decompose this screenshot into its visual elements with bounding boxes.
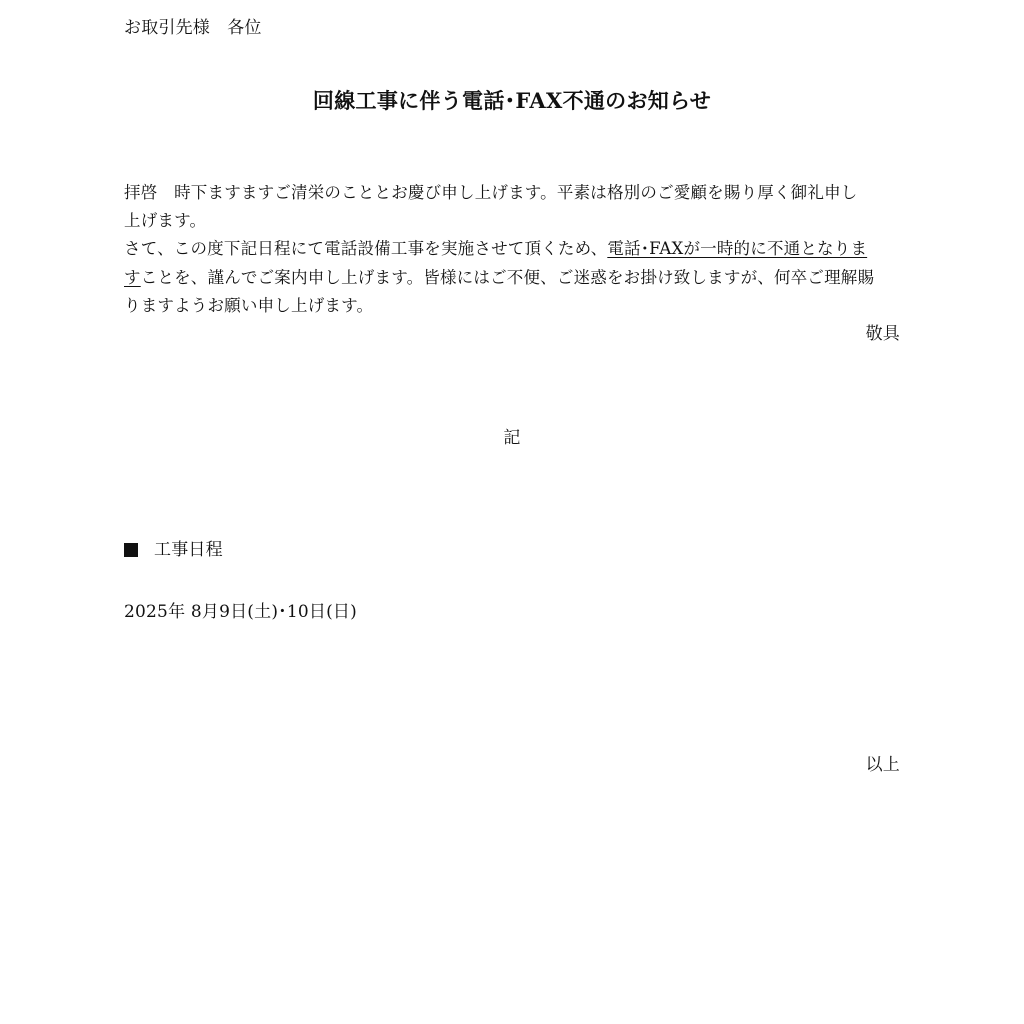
body-line-2: 上げます。 bbox=[124, 211, 207, 230]
section-heading-text: 工事日程 bbox=[154, 540, 223, 560]
body-line-1: 拝啓 時下ますますご清栄のこととお慶び申し上げます。平素は格別のご愛顧を賜り厚く御礼申し bbox=[124, 183, 858, 202]
body-line-4 bbox=[124, 268, 874, 288]
black-square-icon bbox=[124, 543, 138, 557]
body-line-3-plain: さて、この度下記日程にて電話設備工事を実施させて頂くため、 bbox=[124, 239, 608, 258]
body-line-4-underlined: す bbox=[124, 268, 141, 287]
closing-keigu: 敬具 bbox=[865, 324, 900, 344]
recipient-line: お取引先様 各位 bbox=[124, 18, 262, 38]
document-title: 回線工事に伴う電話･FAX不通のお知らせ bbox=[312, 88, 712, 113]
end-ijou: 以上 bbox=[865, 755, 900, 775]
body-line-3 bbox=[124, 239, 867, 259]
schedule-dates: 2025年 8月9日(土)･10日(日) bbox=[124, 602, 357, 622]
body-line-4-plain: ことを、謹んでご案内申し上げます。皆様にはご不便、ご迷惑をお掛け致しますが、何卒ご理解賜 bbox=[140, 268, 875, 287]
ki-marker: 記 bbox=[503, 428, 521, 448]
section-heading bbox=[124, 540, 223, 560]
body-line-5: りますようお願い申し上げます。 bbox=[124, 296, 374, 315]
body-line-3-underlined: 電話･FAXが一時的に不通となりま bbox=[607, 239, 868, 258]
